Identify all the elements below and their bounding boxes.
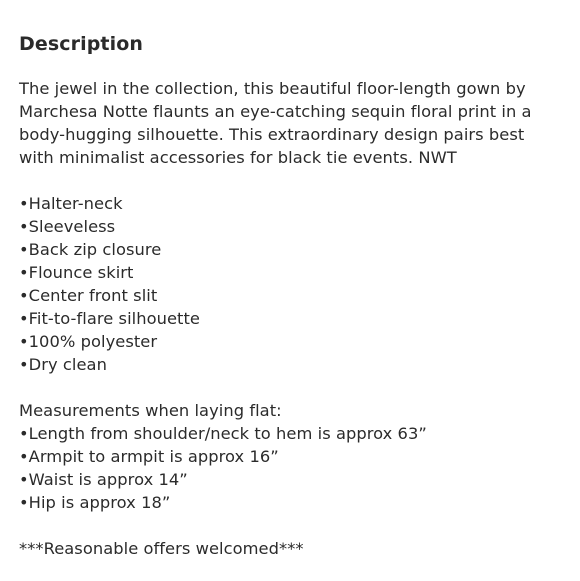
feature-item: •Sleeveless [19, 217, 116, 236]
feature-item: •Back zip closure [19, 240, 162, 259]
measurement-item: •Waist is approx 14” [19, 470, 188, 489]
intro-line: Marchesa Notte flaunts an eye-catching sequin floral print in a [19, 102, 532, 121]
measurement-item: •Length from shoulder/neck to hem is approx 63” [19, 424, 427, 443]
feature-item: •Flounce skirt [19, 263, 134, 282]
intro-line: with minimalist accessories for black tie events. NWT [19, 148, 457, 167]
closing-note: ***Reasonable offers welcomed*** [19, 539, 304, 558]
description-body [19, 77, 575, 560]
measurement-item: •Armpit to armpit is approx 16” [19, 447, 279, 466]
description-title: Description [19, 33, 143, 55]
measurement-item: •Hip is approx 18” [19, 493, 171, 512]
feature-item: •100% polyester [19, 332, 158, 351]
paragraph-gap [19, 376, 575, 399]
feature-item: •Fit-to-flare silhouette [19, 309, 200, 328]
feature-item: •Dry clean [19, 355, 107, 374]
feature-item: •Halter-neck [19, 194, 123, 213]
feature-item: •Center front slit [19, 286, 158, 305]
measurements-heading: Measurements when laying flat: [19, 401, 282, 420]
intro-line: The jewel in the collection, this beautiful floor-length gown by [19, 79, 526, 98]
intro-line: body-hugging silhouette. This extraordinary design pairs best [19, 125, 525, 144]
paragraph-gap [19, 169, 575, 192]
paragraph-gap [19, 514, 575, 537]
